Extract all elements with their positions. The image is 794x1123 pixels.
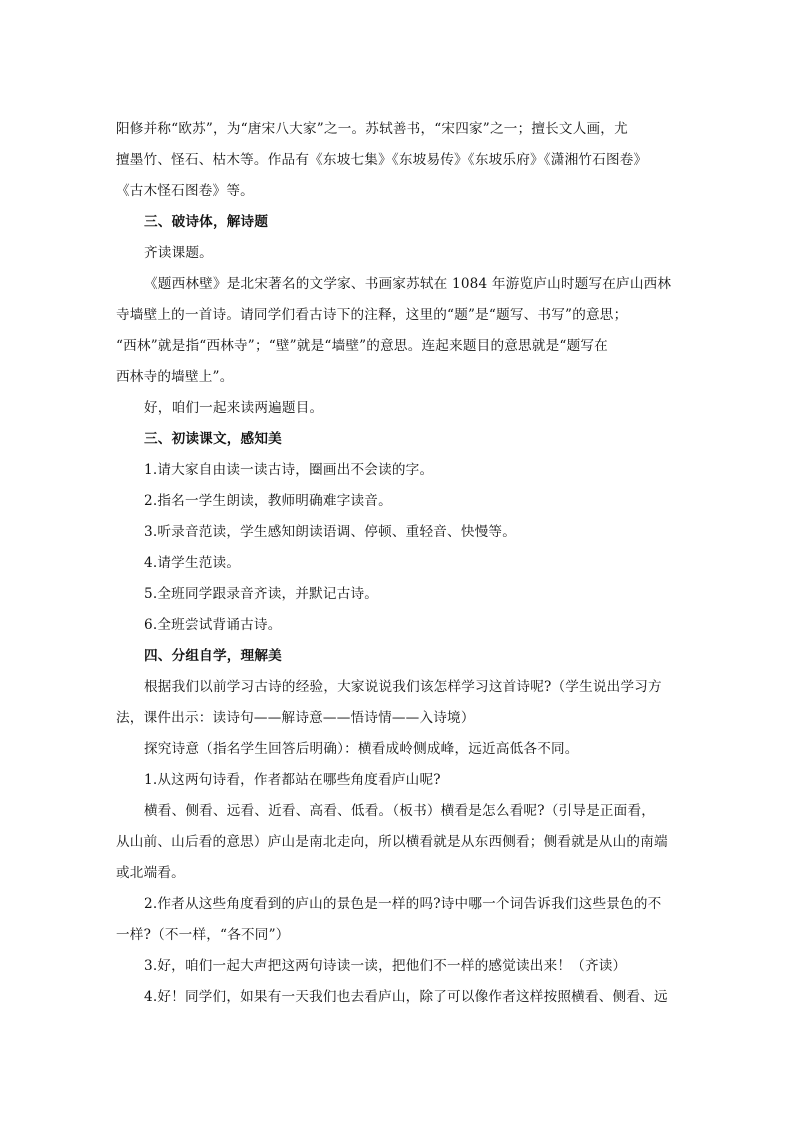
- text-line: 《古木怪石图卷》等。: [116, 183, 254, 199]
- text-line: 或北端看。: [116, 865, 185, 881]
- text-line: 寺墙壁上的一首诗。请同学们看古诗下的注释，这里的“题”是“题写、书写”的意思；: [116, 307, 628, 323]
- section-heading: 三、破诗体，解诗题: [144, 214, 269, 230]
- text-line: 根据我们以前学习古诗的经验，大家说说我们该怎样学习这首诗呢?（学生说出学习方: [144, 679, 662, 695]
- text-line: 齐读课题。: [144, 245, 213, 261]
- text-line: 阳修并称“欧苏”，为“唐宋八大家”之一。苏轼善书，“宋四家”之一；擅长文人画，尤: [116, 121, 628, 137]
- list-item: 1.请大家自由读一读古诗，圈画出不会读的字。: [144, 462, 434, 478]
- text-line: 探究诗意（指名学生回答后明确）：横看成岭侧成峰，远近高低各不同。: [144, 741, 579, 757]
- text-line: 法，课件出示：读诗句——解诗意——悟诗情——入诗境）: [116, 710, 475, 726]
- text-line: 横看、侧看、远看、近看、高看、低看。（板书）横看是怎么看呢?（引导是正面看，: [144, 803, 656, 819]
- list-item: 6.全班尝试背诵古诗。: [144, 617, 282, 633]
- list-item: 3.听录音范读，学生感知朗读语调、停顿、重轻音、快慢等。: [144, 524, 517, 540]
- document-page: [116, 114, 678, 1013]
- text-line: “西林”就是指“西林寺”；“壁”就是“墙壁”的意思。连起来题目的意思就是“题写在: [116, 338, 608, 354]
- text-line: 擅墨竹、怪石、枯木等。作品有《东坡七集》《东坡易传》《东坡乐府》《潇湘竹石图卷》: [116, 152, 648, 168]
- text-line: 从山前、山后看的意思）庐山是南北走向，所以横看就是从东西侧看；侧看就是从山的南端: [116, 834, 668, 850]
- list-item: 4.请学生范读。: [144, 555, 241, 571]
- section-heading: 三、初读课文，感知美: [144, 431, 282, 447]
- list-item: 5.全班同学跟录音齐读，并默记古诗。: [144, 586, 379, 602]
- section-heading: 四、分组自学，理解美: [144, 648, 282, 664]
- list-item: 1.从这两句诗看，作者都站在哪些角度看庐山呢?: [144, 772, 441, 788]
- list-item: 4.好！同学们，如果有一天我们也去看庐山，除了可以像作者这样按照横看、侧看、远: [144, 989, 668, 1005]
- list-item: 2.指名一学生朗读，教师明确难字读音。: [144, 493, 392, 509]
- text-line: 西林寺的墙壁上”。: [116, 369, 234, 385]
- text-line: 《题西林壁》是北宋著名的文学家、书画家苏轼在 1084 年游览庐山时题写在庐山西林: [144, 276, 672, 292]
- list-item: 3.好，咱们一起大声把这两句诗读一读，把他们不一样的感觉读出来！（齐读）: [144, 958, 627, 974]
- text-line: 好，咱们一起来读两遍题目。: [144, 400, 324, 416]
- text-line: 一样?（不一样，“各不同”）: [116, 927, 290, 943]
- list-item: 2.作者从这些角度看到的庐山的景色是一样的吗?诗中哪一个词告诉我们这些景色的不: [144, 896, 662, 912]
